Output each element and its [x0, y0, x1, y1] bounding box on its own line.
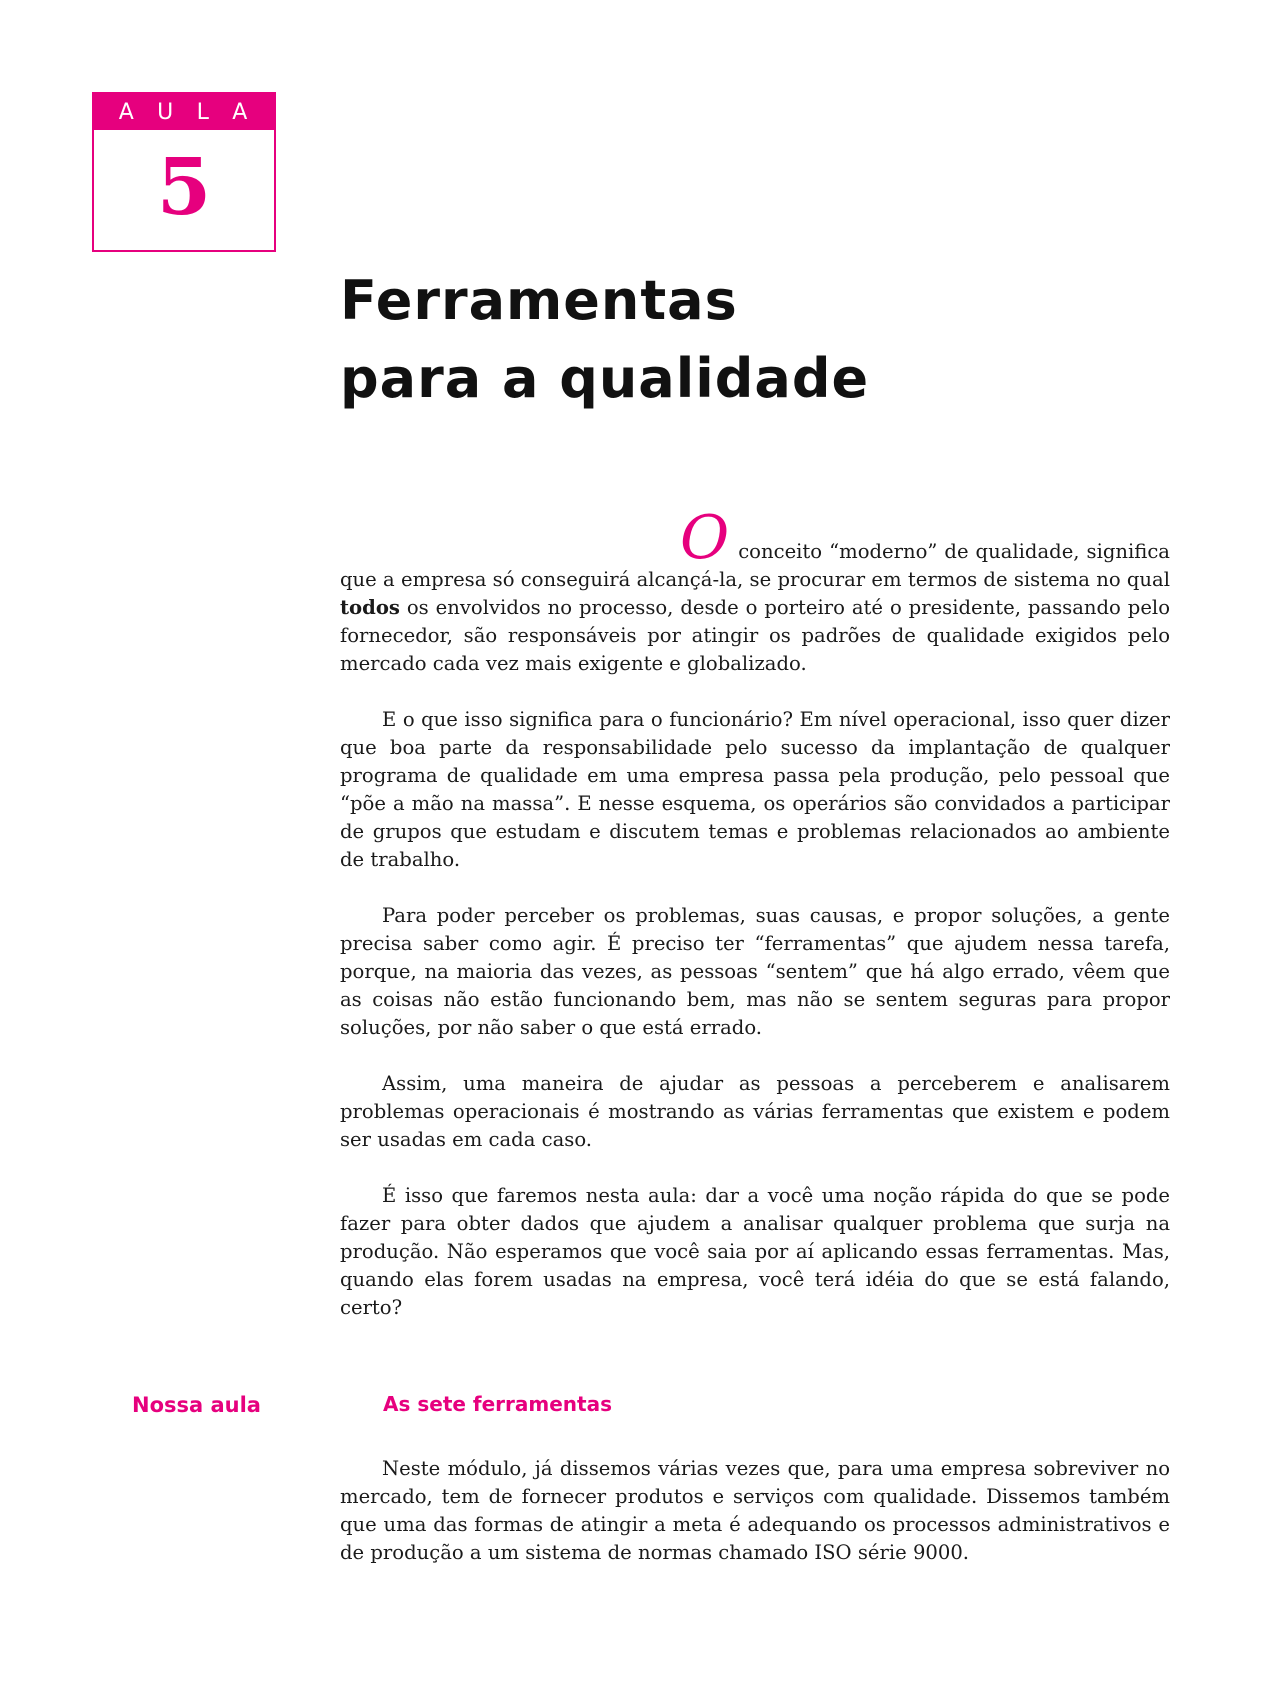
lesson-label-band — [94, 94, 274, 130]
page-title-line1: Ferramentas — [340, 269, 738, 332]
section-paragraph-1: Neste módulo, já dissemos várias vezes que, para uma empresa sobreviver no mercado, tem de fornecer produtos e serviços com qualidade. Dissemos também que uma das formas de atingir a meta é adequando os processos administrativos e de produção a um sistema de normas chamado ISO série 9000. — [340, 1457, 1170, 1564]
intro-paragraph-5: É isso que faremos nesta aula: dar a você uma noção rápida do que se pode fazer para obter dados que ajudem a analisar qualquer problema que surja na produção. Não esperamos que você saia por aí aplicando essas ferramentas. Mas, quando elas forem usadas na empresa, você terá idéia do que se está falando, certo? — [340, 1184, 1170, 1319]
emphasis-todos: todos — [340, 596, 400, 619]
lesson-badge — [92, 92, 276, 252]
intro-paragraph-3: Para poder perceber os problemas, suas causas, e propor soluções, a gente precisa saber como agir. É preciso ter “ferramentas” que ajudem nessa tarefa, porque, na maioria das vezes, as pessoas “sentem” que há algo errado, vêem que as coisas não estão funcionando bem, mas não se sentem seguras para propor soluções, por não saber o que está errado. — [340, 904, 1170, 1039]
side-label-nossa-aula: Nossa aula — [132, 1393, 261, 1417]
lesson-letter: U — [157, 99, 176, 125]
drop-cap: O — [680, 503, 730, 573]
intro-text — [340, 503, 1170, 1350]
page-title — [340, 262, 869, 418]
lesson-number: 5 — [156, 142, 212, 233]
page-title-line2: para a qualidade — [340, 347, 870, 410]
section-text — [340, 1455, 1170, 1595]
intro-paragraph-2: E o que isso significa para o funcionário? Em nível operacional, isso quer dizer que boa parte da responsabilidade pelo sucesso da implantação de qualquer programa de qualidade em uma empresa passa pela produção, pelo pessoal que “põe a mão na massa”. E nesse esquema, os operários são convidados a participar de grupos que estudam e discutem temas e problemas relacionados ao ambiente de trabalho. — [340, 708, 1170, 871]
section-heading: As sete ferramentas — [383, 1392, 612, 1416]
lesson-letter: L — [196, 99, 211, 125]
lesson-letter: A — [118, 99, 136, 125]
intro-paragraph-4: Assim, uma maneira de ajudar as pessoas a perceberem e analisarem problemas operacionais é mostrando as várias ferramentas que existem e podem ser usadas em cada caso. — [340, 1072, 1170, 1151]
lesson-letter: A — [232, 99, 250, 125]
intro-paragraph-1: O conceito “moderno” de qualidade, significa que a empresa só conseguirá alcançá-la, se procurar em termos de sistema no qual todos os envolvidos no processo, desde o porteiro até o presidente, passando pelo fornecedor, são responsáveis por atingir os padrões de qualidade exigidos pelo mercado cada vez mais exigente e globalizado. — [340, 503, 1170, 675]
